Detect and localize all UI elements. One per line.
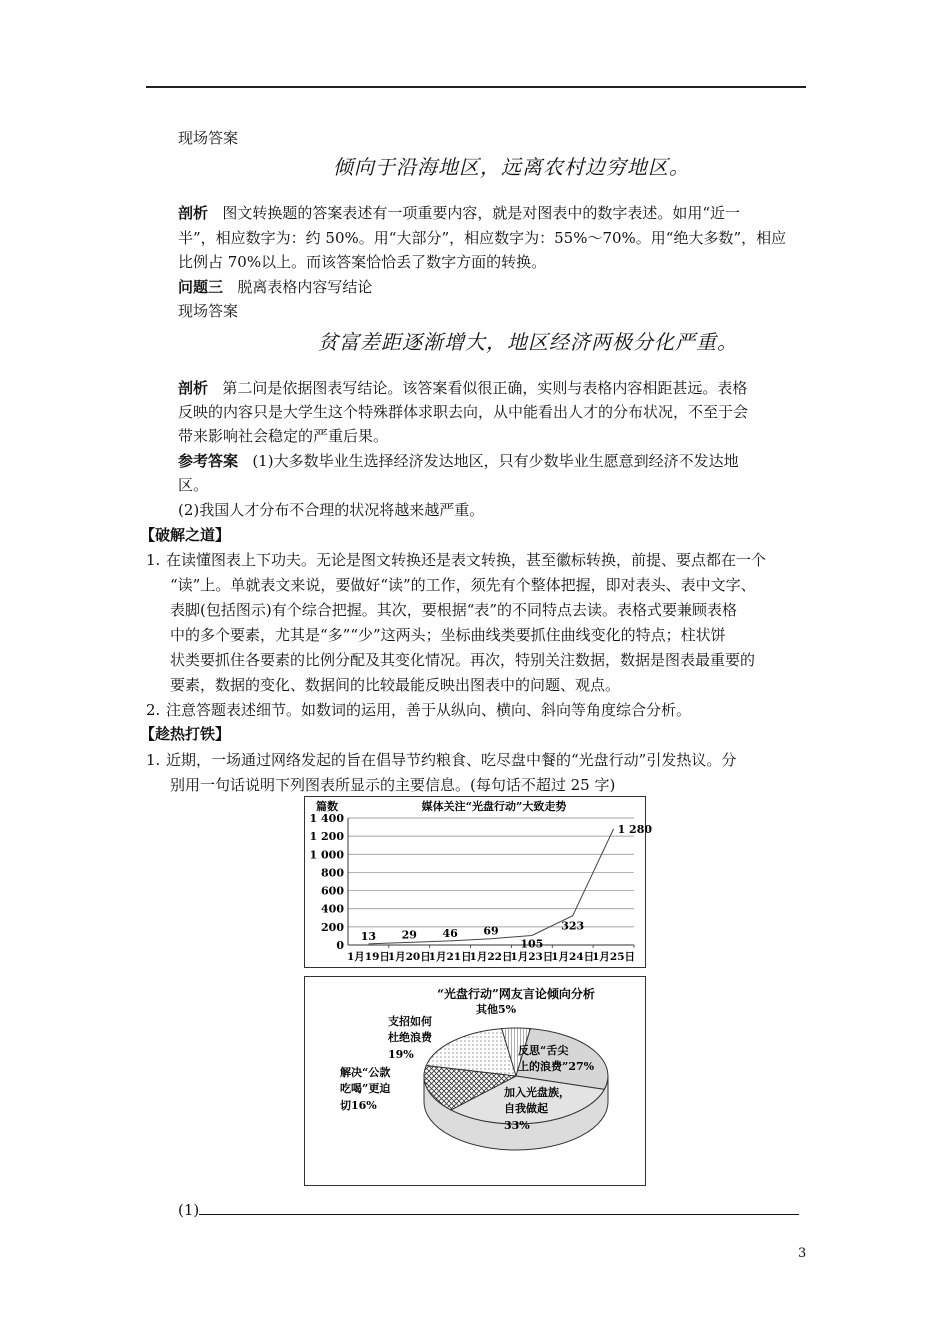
pie-label-other: 其他5%: [476, 1003, 517, 1016]
line-chart-data-label: 1 280: [617, 822, 653, 836]
analysis-label-2: 剖析: [178, 379, 209, 397]
line-chart-xtick-label: 1月23日: [510, 951, 554, 963]
practice-heading: 【趁热打铁】: [140, 725, 231, 743]
pie-label-join-1: 加入光盘族，: [504, 1086, 570, 1099]
pie-label-reflect-1: 反思“舌尖: [518, 1044, 569, 1057]
analysis-label-1: 剖析: [178, 204, 209, 222]
answer-label-1: (1): [178, 1201, 200, 1219]
line-chart-xtick-label: 1月25日: [592, 951, 636, 963]
pie-label-solve-2: 吃喝”更迫: [340, 1082, 391, 1095]
reference-label: 参考答案: [178, 452, 239, 470]
analysis-1-line-3: 比例占 70%以上。而该答案恰恰丢了数字方面的转换。: [178, 253, 547, 271]
pie-label-solve-3: 切16%: [340, 1099, 377, 1112]
pie-chart-title: “光盘行动”网友言论倾向分析: [437, 987, 595, 1001]
question-text: 脱离表格内容写结论: [237, 278, 373, 296]
handwritten-answer-2: 贫富差距逐渐增大，地区经济两极分化严重。: [318, 330, 738, 354]
answer-blank-1[interactable]: [199, 1200, 799, 1215]
pie-label-tips-2: 杜绝浪费: [388, 1031, 432, 1044]
media-trend-line-chart: [304, 796, 653, 968]
netizen-opinion-pie-chart: [304, 976, 646, 1186]
analysis-1-line-1: 图文转换题的答案表述有一项重要内容，就是对图表中的数字表述。如用“近一: [222, 204, 741, 222]
method-item-2-line-1: 注意答题表述细节。如数词的运用，善于从纵向、横向、斜向等角度综合分析。: [166, 701, 692, 719]
line-chart-xtick-label: 1月19日: [346, 951, 390, 963]
method-heading: 【破解之道】: [140, 526, 231, 544]
analysis-2-line-1: 第二问是依据图表写结论。该答案看似很正确，实则与表格内容相距甚远。表格: [222, 379, 748, 397]
line-chart-xtick-label: 1月20日: [387, 951, 431, 963]
line-chart-ytick-label: 1 200: [309, 830, 344, 844]
method-item-1-line-4: 中的多个要素，尤其是“多”“少”这两头；坐标曲线类要抓住曲线变化的特点；柱状饼: [170, 626, 726, 644]
analysis-2-line-3: 带来影响社会稳定的严重后果。: [178, 427, 389, 445]
analysis-paragraph-2: [178, 376, 747, 400]
analysis-paragraph-1: [178, 201, 740, 225]
reference-line-1: (1)大多数毕业生选择经济发达地区，只有少数毕业生愿意到经济不发达地: [252, 452, 739, 470]
pie-label-tips-3: 19%: [388, 1048, 414, 1061]
line-chart-ytick-label: 1 000: [309, 848, 344, 862]
pie-label-solve-1: 解决“公款: [340, 1066, 391, 1079]
method-item-1-line-6: 要素，数据的变化、数据间的比较最能反映出图表中的问题、观点。: [170, 676, 621, 694]
answer-line-1: [178, 1198, 799, 1222]
line-chart-data-label: 13: [360, 929, 377, 943]
line-chart-xtick-label: 1月22日: [469, 951, 513, 963]
practice-line-1: 近期，一场通过网络发起的旨在倡导节约粮食、吃尽盘中餐的“光盘行动”引发热议。分: [166, 751, 737, 769]
line-chart-ytick-label: 0: [336, 939, 344, 952]
method-item-1-line-1: 在读懂图表上下功夫。无论是图文转换还是表文转换，甚至徽标转换，前提、要点都在一个: [166, 551, 767, 569]
practice-line-2: 别用一句话说明下列图表所显示的主要信息。(每句话不超过 25 字): [170, 776, 616, 794]
reference-line-3: (2)我国人才分布不合理的状况将越来越严重。: [178, 501, 485, 519]
line-chart-ytick-label: 400: [321, 902, 344, 916]
line-chart-ytick-label: 1 400: [309, 812, 344, 825]
handwritten-answer-1: 倾向于沿海地区，远离农村边穷地区。: [333, 155, 690, 179]
pie-label-join-3: 33%: [504, 1119, 530, 1132]
analysis-2-line-2: 反映的内容只是大学生这个特殊群体求职去向，从中能看出人才的分布状况，不至于会: [178, 403, 749, 421]
line-chart-title: 媒体关注“光盘行动”大致走势: [421, 800, 567, 813]
question-three: [178, 275, 372, 299]
line-chart-ytick-label: 600: [321, 884, 344, 898]
pie-label-join-2: 自我做起: [504, 1102, 548, 1115]
method-item-1-line-5: 状类要抓住各要素的比例分配及其变化情况。再次，特别关注数据，数据是图表最重要的: [170, 651, 756, 669]
line-chart-xtick-label: 1月24日: [551, 951, 595, 963]
pie-label-tips-1: 支招如何: [388, 1015, 432, 1028]
practice-num: 1.: [146, 751, 161, 769]
analysis-1-line-2: 半”，相应数字为：约 50%。用“大部分”，相应数字为：55%～70%。用“绝大多数”，相应: [178, 229, 787, 247]
pie-label-reflect-2: 上的浪费”27%: [518, 1060, 595, 1073]
line-chart-data-label: 105: [520, 937, 544, 951]
reference-line-2: 区。: [178, 476, 209, 494]
method-item-1-line-2: “读”上。单就表文来说，要做好“读”的工作，须先有个整体把握，即对表头、表中文字、: [170, 576, 756, 594]
line-chart-data-label: 323: [561, 919, 585, 933]
line-chart-ylabel: 篇数: [316, 800, 338, 813]
line-chart-ytick-label: 800: [321, 866, 344, 880]
live-answer-label-1: 现场答案: [178, 129, 239, 147]
question-label: 问题三: [178, 278, 224, 296]
header-rule: [146, 86, 806, 88]
line-chart-ytick-label: 200: [321, 920, 344, 934]
method-item-2-num: 2.: [146, 701, 161, 719]
page-number: 3: [798, 1246, 807, 1261]
method-item-1-line-3: 表脚(包括图示)有个综合把握。其次，要根据“表”的不同特点去读。表格式要兼顾表格: [170, 601, 738, 619]
reference-answer: [178, 449, 739, 473]
line-chart-data-label: 46: [442, 926, 458, 940]
line-chart-data-label: 69: [483, 924, 499, 938]
line-chart-data-label: 29: [401, 928, 417, 942]
live-answer-label-2: 现场答案: [178, 302, 239, 320]
line-chart-xtick-label: 1月21日: [428, 951, 472, 963]
method-item-1-num: 1.: [146, 551, 161, 569]
